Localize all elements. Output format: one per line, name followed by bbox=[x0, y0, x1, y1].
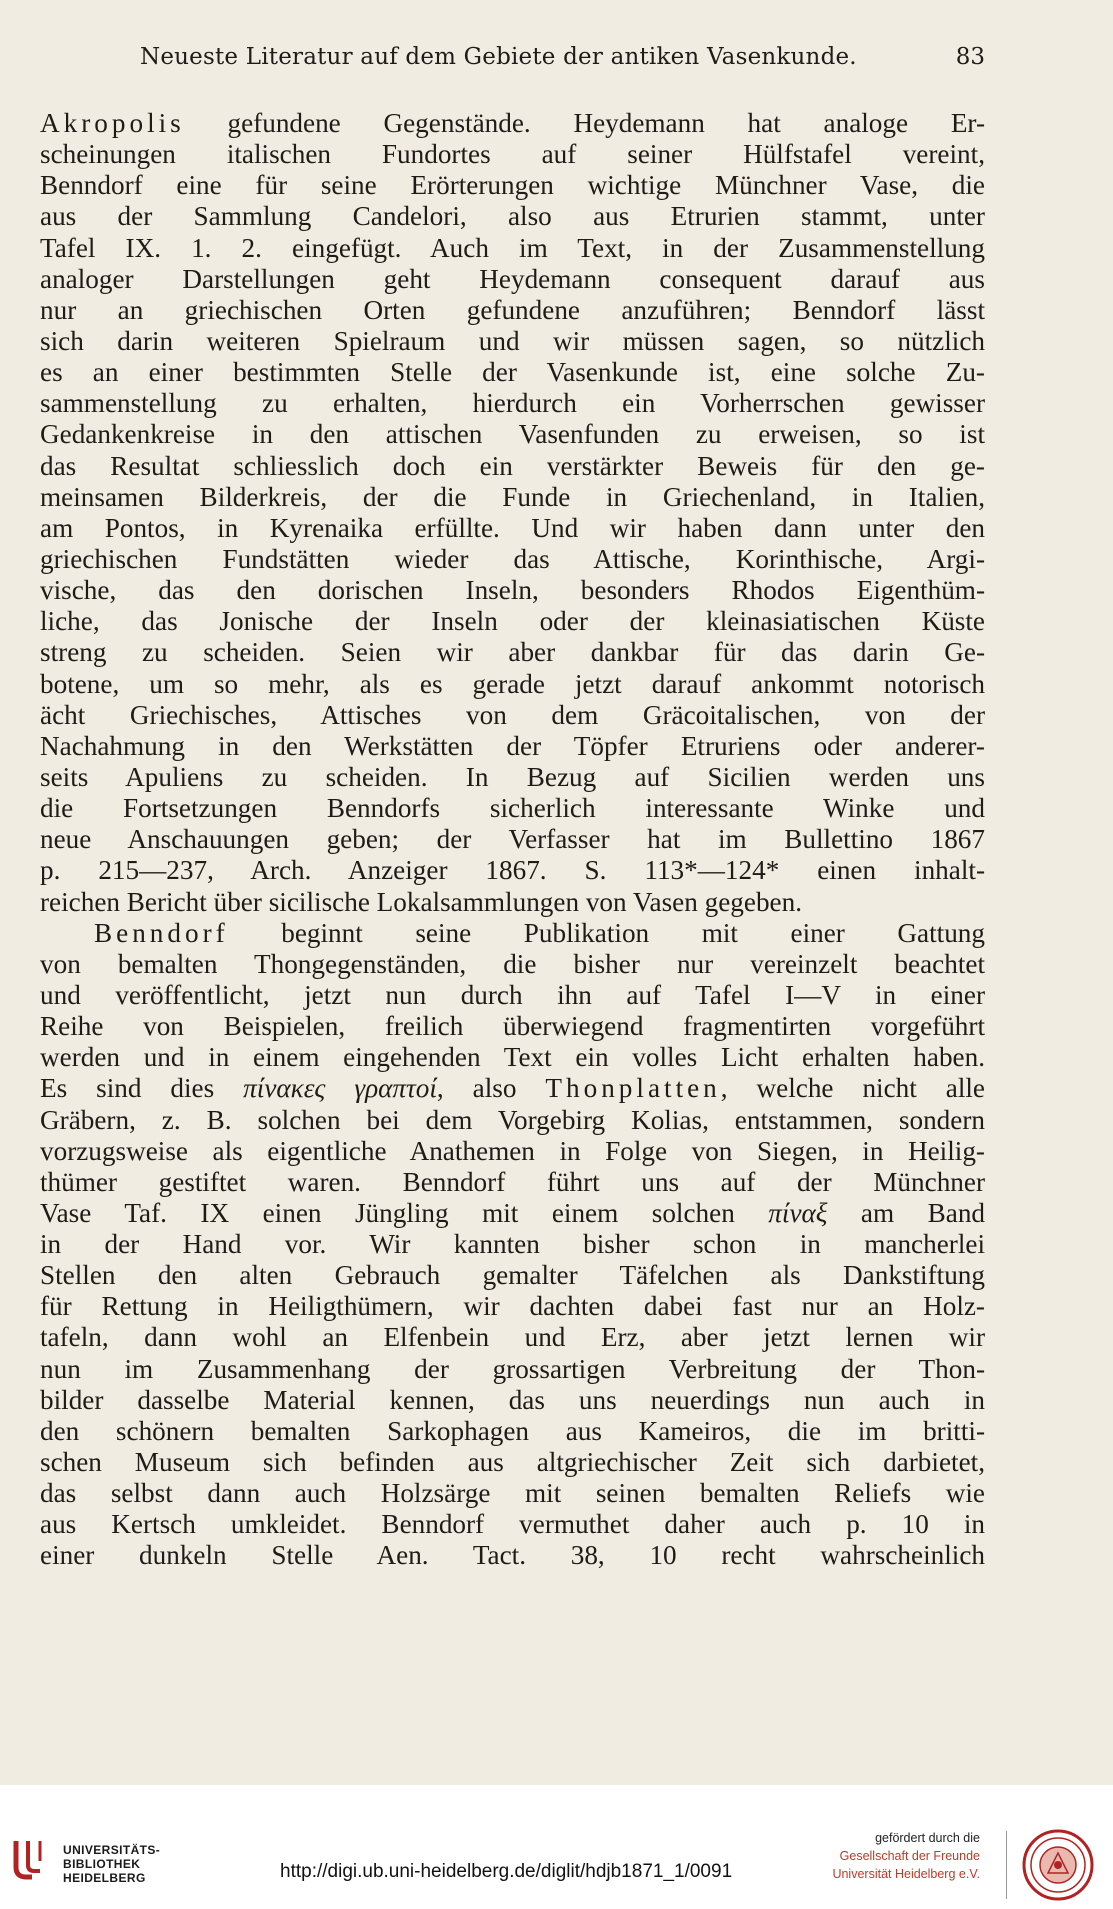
text-line bbox=[40, 637, 985, 668]
library-name-line: HEIDELBERG bbox=[63, 1871, 146, 1885]
page-number: 83 bbox=[955, 44, 985, 70]
text-segment: es an einer bestimmten Stelle der Vasenkunde ist, eine solche Zu- bbox=[40, 357, 985, 388]
text-line bbox=[40, 887, 985, 918]
text-segment: , also bbox=[436, 1073, 546, 1104]
spaced-emphasis: Akropolis bbox=[40, 108, 185, 138]
text-segment: das selbst dann auch Holzsärge mit seinen bemalten Reliefs wie bbox=[40, 1478, 985, 1509]
text-segment: werden und in einem eingehenden Text ein volles Licht erhalten haben. bbox=[40, 1042, 985, 1073]
digitization-footer bbox=[0, 1785, 1113, 1909]
text-segment: für Rettung in Heiligthümern, wir dachten dabei fast nur an Holz- bbox=[40, 1291, 985, 1322]
text-segment: bilder dasselbe Material kennen, das uns neuerdings nun auch in bbox=[40, 1384, 985, 1415]
text-line bbox=[40, 731, 985, 762]
text-line bbox=[40, 1136, 985, 1167]
text-segment: vische, das den dorischen Inseln, besonders Rhodos Eigenthüm- bbox=[40, 575, 985, 606]
text-segment: einer dunkeln Stelle Aen. Tact. 38, 10 recht wahrscheinlich bbox=[40, 1540, 985, 1571]
text-segment: nur an griechischen Orten gefundene anzuführen; Benndorf lässt bbox=[40, 294, 985, 325]
text-line bbox=[40, 1042, 985, 1073]
greek-term: πίναξ bbox=[768, 1197, 828, 1228]
text-line bbox=[40, 482, 985, 513]
text-line bbox=[40, 669, 985, 700]
text-line bbox=[40, 201, 985, 232]
text-line bbox=[40, 139, 985, 170]
sponsor-lead: gefördert durch die bbox=[875, 1831, 980, 1845]
text-segment: meinsamen Bilderkreis, der die Funde in Griechenland, in Italien, bbox=[40, 481, 985, 512]
text-segment: Reihe von Beispielen, freilich überwiegend fragmentirten vorgeführt bbox=[40, 1011, 985, 1042]
text-segment: p. 215—237, Arch. Anzeiger 1867. S. 113*—124* einen inhalt- bbox=[40, 855, 985, 886]
running-title: Neueste Literatur auf dem Gebiete der antiken Vasenkunde. bbox=[140, 44, 857, 70]
text-line bbox=[40, 1478, 985, 1509]
text-segment: das Resultat schliesslich doch ein verstärkter Beweis für den ge- bbox=[40, 450, 985, 481]
text-segment: aus Kertsch umkleidet. Benndorf vermuthet daher auch p. 10 in bbox=[40, 1509, 985, 1540]
text-line bbox=[40, 1229, 985, 1260]
text-segment: am Pontos, in Kyrenaika erfüllte. Und wir haben dann unter den bbox=[40, 512, 985, 543]
text-line bbox=[40, 388, 985, 419]
text-segment: seits Apuliens zu scheiden. In Bezug auf Sicilien werden uns bbox=[40, 761, 985, 792]
text-line bbox=[40, 357, 985, 388]
running-header bbox=[40, 44, 985, 84]
text-segment: Gedankenkreise in den attischen Vasenfunden zu erweisen, so ist bbox=[40, 419, 985, 450]
text-line bbox=[40, 918, 985, 949]
spaced-emphasis: Thonplatten bbox=[545, 1073, 721, 1104]
text-line bbox=[40, 1509, 985, 1540]
sponsor-credit bbox=[832, 1829, 980, 1883]
text-line bbox=[40, 1073, 985, 1104]
text-segment: sammenstellung zu erhalten, hierdurch ein Vorherrschen gewisser bbox=[40, 388, 985, 419]
sponsor-org-line: Gesellschaft der Freunde bbox=[839, 1849, 980, 1863]
text-line bbox=[40, 1385, 985, 1416]
text-segment: tafeln, dann wohl an Elfenbein und Erz, aber jetzt lernen wir bbox=[40, 1322, 985, 1353]
text-segment: nun im Zusammenhang der grossartigen Verbreitung der Thon- bbox=[40, 1353, 985, 1384]
university-seal-icon bbox=[1022, 1829, 1094, 1901]
text-segment: streng zu scheiden. Seien wir aber dankbar für das darin Ge- bbox=[40, 637, 985, 668]
text-line bbox=[40, 295, 985, 326]
text-segment: die Fortsetzungen Benndorfs sicherlich interessante Winke und bbox=[40, 793, 985, 824]
text-line bbox=[40, 1105, 985, 1136]
text-segment: Es sind dies bbox=[40, 1073, 244, 1104]
source-url[interactable]: http://digi.ub.uni-heidelberg.de/diglit/hdjb1871_1/0091 bbox=[280, 1861, 733, 1882]
text-segment: Nachahmung in den Werkstätten der Töpfer Etruriens oder anderer- bbox=[40, 730, 985, 761]
text-segment: in der Hand vor. Wir kannten bisher schon in mancherlei bbox=[40, 1229, 985, 1260]
body-text bbox=[40, 108, 985, 1572]
text-line bbox=[40, 108, 985, 139]
text-line bbox=[40, 793, 985, 824]
text-segment: scheinungen italischen Fundortes auf seiner Hülfstafel vereint, bbox=[40, 139, 985, 170]
footer-divider bbox=[1006, 1831, 1007, 1899]
text-segment: , welche nicht alle bbox=[720, 1073, 985, 1104]
text-line bbox=[40, 980, 985, 1011]
text-line bbox=[40, 824, 985, 855]
text-line bbox=[40, 1260, 985, 1291]
text-segment: den schönern bemalten Sarkophagen aus Kameiros, die im britti- bbox=[40, 1415, 985, 1446]
text-line bbox=[40, 1011, 985, 1042]
text-segment: Stellen den alten Gebrauch gemalter Täfelchen als Dankstiftung bbox=[40, 1260, 985, 1291]
text-segment: schen Museum sich befinden aus altgriechischer Zeit sich darbietet, bbox=[40, 1447, 985, 1478]
text-line bbox=[40, 949, 985, 980]
text-line bbox=[40, 1416, 985, 1447]
sponsor-org-line: Universität Heidelberg e.V. bbox=[832, 1867, 980, 1881]
text-segment: thümer gestiftet waren. Benndorf führt uns auf der Münchner bbox=[40, 1166, 985, 1197]
text-line bbox=[40, 1322, 985, 1353]
text-segment: Tafel IX. 1. 2. eingefügt. Auch im Text, in der Zusammenstellung bbox=[40, 232, 985, 263]
text-segment: reichen Bericht über sicilische Lokalsammlungen von Vasen gegeben. bbox=[40, 886, 803, 917]
text-line bbox=[40, 544, 985, 575]
text-line bbox=[40, 1198, 985, 1229]
text-segment: von bemalten Thongegenständen, die bisher nur vereinzelt beachtet bbox=[40, 948, 985, 979]
text-segment: Vase Taf. IX einen Jüngling mit einem solchen bbox=[40, 1197, 769, 1228]
text-line bbox=[40, 762, 985, 793]
text-segment: Benndorf eine für seine Erörterungen wichtige Münchner Vase, die bbox=[40, 170, 985, 201]
text-line bbox=[40, 419, 985, 450]
text-segment: griechischen Fundstätten wieder das Attische, Korinthische, Argi- bbox=[40, 543, 985, 574]
text-segment: am Band bbox=[827, 1197, 986, 1228]
library-name-line: BIBLIOTHEK bbox=[63, 1857, 141, 1871]
greek-term: πίνακες γραπτοί bbox=[243, 1073, 437, 1104]
text-segment: liche, das Jonische der Inseln oder der kleinasiatischen Küste bbox=[40, 606, 985, 637]
text-segment: botene, um so mehr, als es gerade jetzt darauf ankommt notorisch bbox=[40, 668, 985, 699]
text-line bbox=[40, 606, 985, 637]
text-line bbox=[40, 1167, 985, 1198]
text-line bbox=[40, 264, 985, 295]
text-segment: analoger Darstellungen geht Heydemann consequent darauf aus bbox=[40, 263, 985, 294]
text-segment: neue Anschauungen geben; der Verfasser hat im Bullettino 1867 bbox=[40, 824, 985, 855]
text-line bbox=[40, 326, 985, 357]
text-line bbox=[40, 700, 985, 731]
text-line bbox=[40, 1447, 985, 1478]
text-line bbox=[40, 451, 985, 482]
text-line bbox=[40, 233, 985, 264]
text-line bbox=[40, 1291, 985, 1322]
library-name bbox=[63, 1843, 160, 1885]
text-line bbox=[40, 1354, 985, 1385]
text-segment: beginnt seine Publikation mit einer Gattung bbox=[228, 917, 985, 948]
text-line bbox=[40, 1540, 985, 1571]
text-segment: ächt Griechisches, Attisches von dem Gräcoitalischen, von der bbox=[40, 699, 985, 730]
library-name-line: UNIVERSITÄTS- bbox=[63, 1843, 161, 1857]
text-line bbox=[40, 513, 985, 544]
text-segment: gefundene Gegenstände. Heydemann hat analoge Er- bbox=[184, 108, 985, 138]
text-segment: sich darin weiteren Spielraum und wir müssen sagen, so nützlich bbox=[40, 325, 985, 356]
library-logo-icon bbox=[10, 1837, 54, 1883]
text-line bbox=[40, 170, 985, 201]
text-line bbox=[40, 575, 985, 606]
text-segment: und veröffentlicht, jetzt nun durch ihn auf Tafel I—V in einer bbox=[40, 979, 985, 1010]
text-segment: aus der Sammlung Candelori, also aus Etrurien stammt, unter bbox=[40, 201, 985, 232]
spaced-emphasis: Benndorf bbox=[94, 917, 229, 948]
text-segment: vorzugsweise als eigentliche Anathemen in Folge von Siegen, in Heilig- bbox=[40, 1135, 985, 1166]
text-segment: Gräbern, z. B. solchen bei dem Vorgebirg Kolias, entstammen, sondern bbox=[40, 1104, 985, 1135]
text-line bbox=[40, 855, 985, 886]
